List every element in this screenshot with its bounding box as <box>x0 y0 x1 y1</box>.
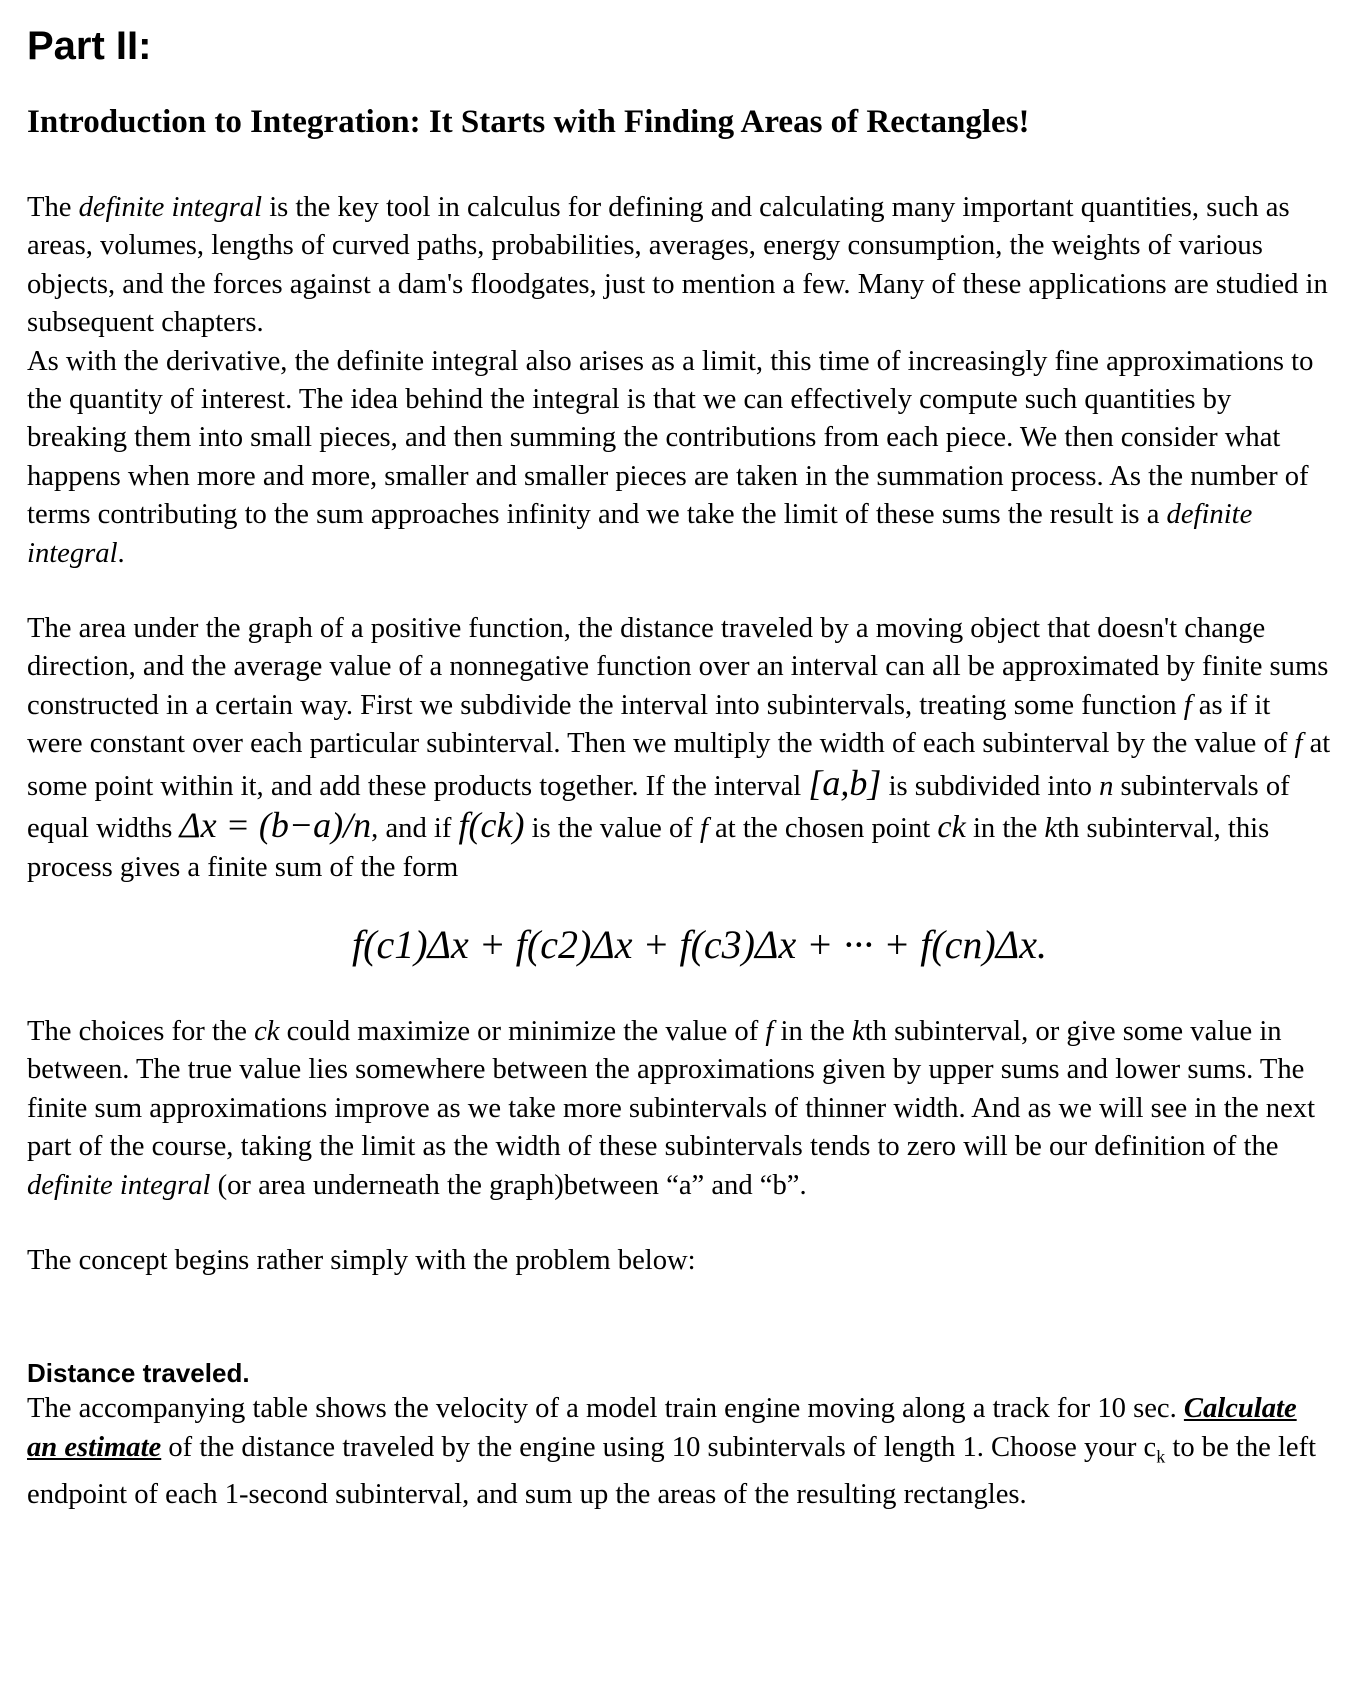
term-definite-integral: definite integral <box>27 1169 211 1201</box>
math-f-ck: f(ck) <box>458 805 525 846</box>
text: , and if <box>371 813 459 845</box>
text: . <box>117 537 125 569</box>
math-f: f <box>765 1015 774 1047</box>
math-n: n <box>1099 770 1114 802</box>
text: The choices for the <box>27 1015 255 1047</box>
term-definite-integral: definite integral <box>27 499 1253 569</box>
text: The area under the graph of a positive function, the distance traveled by a moving object that doesn't change direction, and the average value of a nonnegative function over an interval can all be approximated by finite sums constructed in a certain way. First we subdivide the interval into subintervals, treating some function <box>27 613 1329 721</box>
text: th subinterval, or give some value in between. The true value lies somewhere between the approximations given by upper sums and lower sums. The finite sum approximations improve as we take more subintervals of thinner width. And as we will see in the next part of the course, taking the limit as the width of these subintervals tends to zero will be our definition of the <box>27 1015 1316 1163</box>
term-definite-integral: definite integral <box>78 192 263 223</box>
text: at some point within it, and add these products together. If the interval <box>27 728 1331 802</box>
text: is the key tool in calculus for defining and calculating many important quantities, such as areas, volumes, lengths of curved paths, probabilities, averages, energy consumption, the weights of various objects, and the forces against a dam's floodgates, just to mention a few. Many of these applications are studied in subsequent chapters. <box>27 192 1328 339</box>
riemann-sum-formula: f(c1)Δx + f(c2)Δx + f(c3)Δx + ··· + f(cn)Δx. <box>352 921 1047 967</box>
text: of the distance traveled by the engine using 10 subintervals of length 1. Choose your c <box>161 1431 1157 1463</box>
text: The <box>27 192 79 223</box>
text: is the value of <box>524 813 700 845</box>
math-ck: ck <box>254 1015 280 1047</box>
text: as if it were constant over each particular subinterval. Then we multiply the width of each subinterval by the value of <box>27 689 1295 760</box>
text: (or area underneath the graph)between “a” and “b”. <box>210 1169 807 1201</box>
text: subintervals of equal widths <box>27 770 1290 845</box>
text: As with the derivative, the definite integral also arises as a limit, this time of increasingly fine approximations to the quantity of interest. The idea behind the integral is that we can effectively compute such quantities by breaking them into small pieces, and then summing the contributions from each piece. We then consider what happens when more and more, smaller and smaller pieces are taken in the summation process. As the number of terms contributing to the sum approaches infinity and we take the limit of these sums the result is a <box>27 345 1314 531</box>
text: could maximize or minimize the value of <box>279 1015 766 1047</box>
section-title: Introduction to Integration: It Starts with Finding Areas of Rectangles! <box>27 104 1030 140</box>
text: in the <box>965 813 1045 845</box>
math-k: k <box>1044 813 1058 845</box>
part-title: Part II: <box>27 24 152 68</box>
document-page <box>27 22 1332 1514</box>
math-ck: ck <box>937 808 966 845</box>
text: to be the left endpoint of each 1-second subinterval, and sum up the areas of the resulting rectangles. <box>27 1431 1317 1510</box>
text: The accompanying table shows the velocity of a model train engine moving along a track for 10 sec. <box>27 1393 1184 1425</box>
math-f: f <box>1183 689 1192 721</box>
paragraph-choices <box>27 1013 1332 1205</box>
paragraph-concept-begins: The concept begins rather simply with the problem below: <box>27 1244 696 1276</box>
paragraph-finite-sums: The area under the graph of a positive function, the distance traveled by a moving object that doesn't change direction, and the average value of a nonnegative function over an interval can all be approximated by finite sums constructed in a certain way. First we subdivide the interval into subintervals, treating some function f as if it were constant over each particular subinterval. Then we multiply the width of each subinterval by the value of f at some point within it, and add these products together. If the interval [a,b] is subdivided into n subintervals of equal widths Δx = (b−a)/n, and if f(ck) is the value of f at the chosen point ck in the kth subinterval, this process gives a finite sum of the form <box>27 613 1331 883</box>
math-interval: [a,b] <box>808 762 882 803</box>
text: th subinterval, this process gives a finite sum of the form <box>27 813 1270 883</box>
paragraph-limit <box>27 343 1332 573</box>
text: in the <box>773 1015 852 1047</box>
math-k: k <box>851 1015 865 1047</box>
text: is subdivided into <box>881 770 1100 802</box>
problem-heading: Distance traveled. <box>27 1358 250 1389</box>
text: at the chosen point <box>707 813 938 845</box>
paragraph-problem <box>27 1390 1332 1514</box>
math-delta-x-definition: Δx = (b−a)/n <box>179 805 372 846</box>
paragraph-definite-integral-intro <box>27 189 1332 343</box>
subscript-k: k <box>1156 1446 1166 1467</box>
emphasis-calculate-estimate: Calculate an estimate <box>27 1393 1297 1463</box>
